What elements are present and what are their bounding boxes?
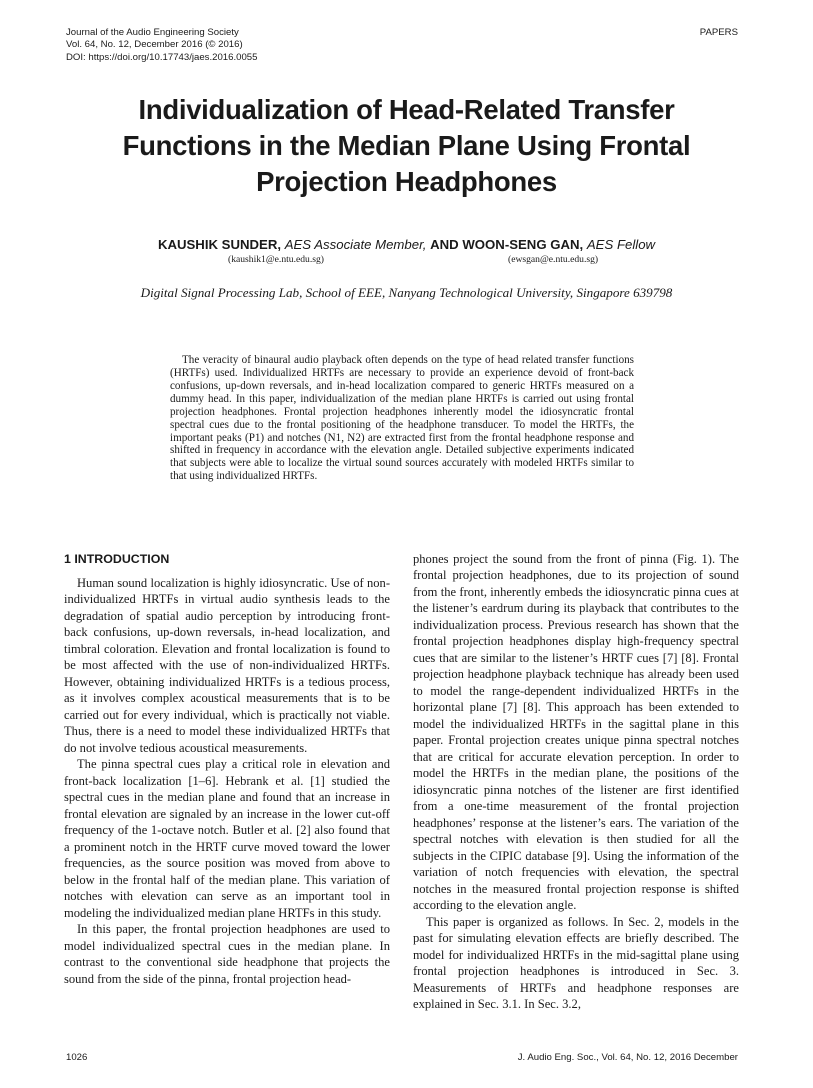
author-2-email: (ewsgan@e.ntu.edu.sg) — [508, 254, 599, 265]
section-tag: PAPERS — [699, 27, 738, 38]
journal-doi: DOI: https://doi.org/10.17743/jaes.2016.0055 — [66, 51, 258, 63]
author-1-membership: AES Associate Member, — [284, 237, 427, 252]
paragraph: Human sound localization is highly idiosyncratic. Use of non-individualized HRTFs in virtual audio synthesis leads to the degradation of spatial audio perception by introducing front-back confusions, up-down reversals, in-head localization, and timbral coloration. Elevation and frontal localization is found to be most affected with the use of non-individualized HRTFs. However, obtaining individualized HRTFs is a tedious process, as it involves complex acoustical measurements that is to be carried out for every individual, which is practically not viable. Thus, there is a need to model these individualized HRTFs that do not involve tedious acoustical measurements. — [64, 576, 390, 755]
section-heading-introduction: 1 INTRODUCTION — [64, 552, 170, 566]
paper-title — [60, 92, 753, 200]
author-connector: AND — [430, 237, 459, 252]
author-2-membership: AES Fellow — [586, 237, 656, 252]
affiliation: Digital Signal Processing Lab, School of EEE, Nanyang Technological University, Singapore 639798 — [140, 285, 673, 300]
footer-citation: J. Audio Eng. Soc., Vol. 64, No. 12, 2016 December — [517, 1052, 738, 1063]
title-line-3: Projection Headphones — [256, 166, 557, 197]
paragraph: This paper is organized as follows. In Sec. 2, models in the past for simulating elevation effects are briefly described. The model for individualized HRTFs in the mid-sagittal plane using frontal projection headphones is introduced in Sec. 3. Measurements of HRTFs and headphone responses are explained in Sec. 3.1. In Sec. 3.2, — [413, 914, 739, 1012]
author-2-name: WOON-SENG GAN, — [462, 237, 584, 252]
paragraph: phones project the sound from the front of pinna (Fig. 1). The frontal projection headphones, due to its projection of sound from the front, inherently embeds the idiosyncratic pinna cues at the listener’s eardrum during its playback that contributes to the individualization process. Previous research has shown that the frontal projection headphones display high-frequency spectral cues that are similar to the listener’s HRTF cues [7] [8]. Frontal projection headphone playback technique has already been used to model the range-dependent individualized HRTFs in the horizontal plane [7] [8]. This approach has been extended to model the individualized HRTFs in the sagittal plane in this paper. Frontal projection creates unique pinna spectral notches that are critical for accurate elevation perception. In order to model the HRTFs in the median plane, the positions of the idiosyncratic pinna notches of the listener are first identified from a one-time measurement of the frontal projection headphones’ response at the listener’s ears. The variation of the spectral notches with elevation is then studied for all the subjects in the CIPIC database [9]. Using the information of the variation of notch frequencies with elevation, the spectral notches in the measured frontal projection response is shifted according to the elevation angle. — [413, 552, 739, 913]
title-line-1: Individualization of Head-Related Transfer — [138, 94, 675, 125]
page-number: 1026 — [66, 1052, 88, 1063]
author-1-email: (kaushik1@e.ntu.edu.sg) — [228, 254, 324, 265]
paragraph: The pinna spectral cues play a critical role in elevation and front-back localization [1–6]. Hebrank et al. [1] studied the spectral cues in the median plane and found that an increase in frontal elevation are signaled by an increase in the lower cut-off frequency of the 1-octave notch. Butler et al. [2] also found that a prominent notch in the HRTF curve moved toward the lower frequencies, as the source position was moved from above to below in the frontal half of the median plane. This variation of notches with elevation can serve as an important tool in modeling the individualized median plane HRTFs in this study. — [64, 757, 390, 920]
journal-name: Journal of the Audio Engineering Society — [66, 27, 239, 38]
journal-volume: Vol. 64, No. 12, December 2016 (© 2016) — [66, 39, 243, 51]
body-column-left — [64, 549, 390, 987]
title-line-2: Functions in the Median Plane Using Frontal — [122, 130, 691, 161]
journal-header — [66, 27, 257, 64]
author-line — [60, 237, 753, 252]
author-1-name: KAUSHIK SUNDER, — [157, 237, 282, 252]
body-column-right — [413, 551, 739, 1013]
paragraph: In this paper, the frontal projection headphones are used to model individualized spectral cues in the median plane. In contrast to the conventional side headphone that projects the sound from the side of the pinna, frontal projection head- — [64, 922, 390, 986]
abstract: The veracity of binaural audio playback often depends on the type of head related transfer functions (HRTFs) used. Individualized HRTFs are necessary to provide an experience devoid of front-back confusions, up-down reversals, and in-head localization compared to generic HRTFs measured on a dummy head. In this paper, individualization of the median plane HRTFs is carried out using frontal projection headphones. Frontal projection headphones inherently model the idiosyncratic frontal spectral cues due to the frontal positioning of the headphone transducer. To model the HRTFs, the important peaks (P1) and notches (N1, N2) are extracted first from the frontal headphone response and shifted in frequency in accordance with the elevation angle. Detailed subjective experiments indicated that subjects were able to localize the virtual sound sources accurately with modeled HRTFs similar to that using individualized HRTFs. — [170, 354, 634, 483]
